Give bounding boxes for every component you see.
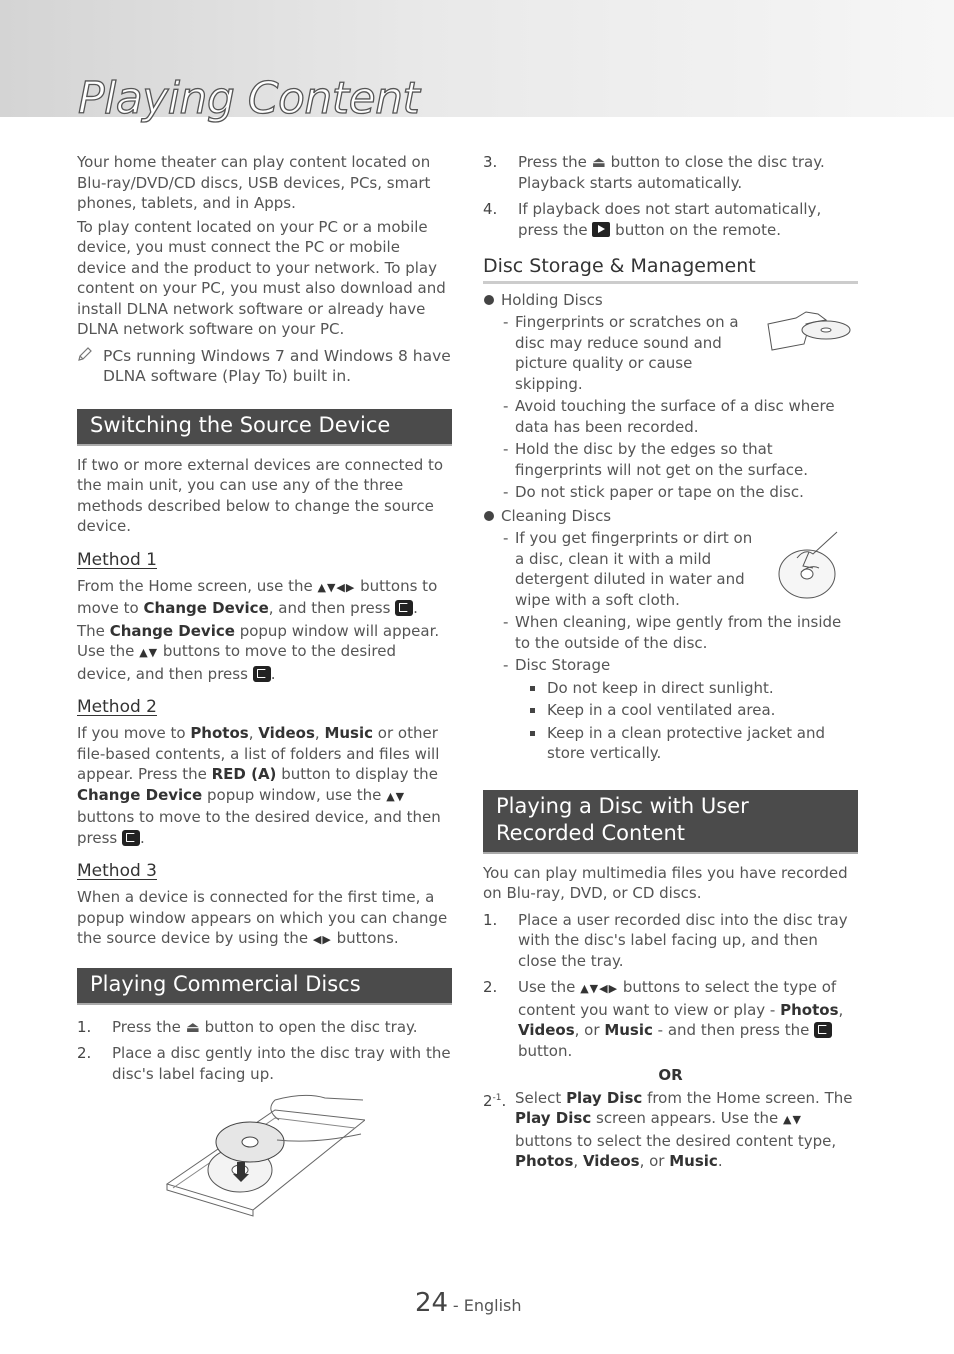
- section-heading-storage: Disc Storage & Management: [483, 256, 858, 284]
- up-down-arrows-icon: ▲▼: [783, 1113, 802, 1126]
- switching-intro: If two or more external devices are connected to the main unit, you can use any of the three methods described below to change the source device.: [77, 455, 444, 535]
- section-heading-recorded: Playing a Disc with User Recorded Content: [483, 790, 858, 854]
- bullet-square: [530, 686, 535, 691]
- left-column: [77, 150, 452, 1223]
- method-1-text-2: The Change Device popup window will appear. Use the ▲▼ buttons to move to the desired device, and then press .: [77, 621, 440, 683]
- bullet-dot: [484, 295, 494, 305]
- eject-icon: ⏏: [591, 153, 606, 171]
- page-footer: [415, 1288, 522, 1318]
- note: [77, 346, 452, 387]
- play-button-icon: [592, 222, 610, 237]
- bullet-square: [530, 731, 535, 736]
- list-item: - Do not stick paper or tape on the disc.: [503, 483, 804, 501]
- recorded-step-2-1: $2^{-1}$. Select Play Disc from the Home screen. The Play Disc screen appears. Use the ▲▼ buttons to select the desired content type, Photos, Videos, or Music.: [483, 1088, 853, 1170]
- commercial-step-4: 4. If playback does not start automatically, press the button on the remote.: [483, 200, 822, 239]
- or-separator: OR: [658, 1066, 683, 1084]
- enter-button-icon: [122, 830, 140, 846]
- disc-tray-illustration: [165, 1092, 452, 1223]
- list-item: - When cleaning, wipe gently from the inside to the outside of the disc.: [503, 613, 842, 652]
- sub-list-item: Keep in a clean protective jacket and store vertically.: [530, 723, 858, 764]
- intro-paragraph: Your home theater can play content located on Blu-ray/DVD/CD discs, USB devices, PCs, smart phones, tablets, and in Apps.: [77, 153, 431, 212]
- method-2-title: Method 2: [77, 697, 157, 717]
- list-item: - Disc Storage: [503, 656, 611, 674]
- left-right-arrows-icon: ◀▶: [312, 933, 332, 946]
- section-heading-switching: Switching the Source Device: [77, 409, 452, 446]
- recorded-step-2: 2. Use the ▲▼◀▶ buttons to select the type of content you want to view or play - Photos, Videos, or Music - and then press the button.: [483, 978, 844, 1060]
- list-item: - Fingerprints or scratches on a disc may reduce sound and picture quality or cause skipping.: [503, 313, 739, 393]
- enter-button-icon: [395, 600, 413, 616]
- enter-button-icon: [814, 1022, 832, 1038]
- bullet-holding-discs: Holding Discs: [483, 290, 858, 311]
- wiping-disc-illustration: [777, 528, 843, 608]
- method-2-text: If you move to Photos, Videos, Music or other file-based contents, a list of folders and files will appear. Press the RED (A) button to display the Change Device popup window, use the ▲▼ buttons to move to the desired device, and then press .: [77, 724, 441, 847]
- method-1-text: From the Home screen, use the ▲▼◀▶ buttons to move to Change Device, and then press .: [77, 576, 438, 617]
- list-item: - Hold the disc by the edges so that fingerprints will not get on the surface.: [503, 440, 809, 479]
- commercial-step-1: 1. Press the ⏏ button to open the disc tray.: [77, 1017, 418, 1036]
- recorded-step-1: 1. Place a user recorded disc into the disc tray with the disc's label facing up, and then close the tray.: [483, 910, 848, 970]
- hand-holding-disc-illustration: [766, 310, 852, 360]
- sub-list-item: Keep in a cool ventilated area.: [530, 700, 858, 721]
- recorded-intro: You can play multimedia files you have recorded on Blu-ray, DVD, or CD discs.: [483, 863, 848, 902]
- up-down-arrows-icon: ▲▼: [386, 789, 406, 803]
- language-label: - English: [452, 1296, 522, 1315]
- bullet-cleaning-discs: Cleaning Discs: [483, 506, 858, 527]
- method-3-title: Method 3: [77, 861, 157, 881]
- method-1-title: Method 1: [77, 549, 157, 570]
- right-column: [483, 150, 858, 1178]
- sub-list-item: Do not keep in direct sunlight.: [530, 678, 858, 699]
- intro-paragraph: To play content located on your PC or a mobile device, you must connect the PC or mobile device and the product to your network. To play content on your PC, you must also download and install DLNA network software or already have DLNA network software on your PC.: [77, 217, 446, 338]
- commercial-step-2: 2. Place a disc gently into the disc tray with the disc's label facing up.: [77, 1044, 451, 1083]
- commercial-step-3: 3. Press the ⏏ button to close the disc tray. Playback starts automatically.: [483, 153, 825, 192]
- section-heading-commercial: Playing Commercial Discs: [77, 968, 452, 1005]
- up-down-arrows-icon: ▲▼: [139, 646, 159, 659]
- method-3-text: When a device is connected for the first time, a popup window appears on which you can change the source device by using the ◀▶ buttons.: [77, 888, 448, 947]
- page-number: 24: [415, 1288, 449, 1318]
- enter-button-icon: [253, 666, 271, 682]
- list-item: - Avoid touching the surface of a disc where data has been recorded.: [503, 397, 835, 436]
- eject-icon: ⏏: [185, 1017, 200, 1036]
- pencil-note-icon: [77, 346, 95, 387]
- arrow-keys-icon: ▲▼◀▶: [317, 580, 356, 594]
- page-title: Playing Content: [78, 73, 420, 124]
- bullet-square: [530, 708, 535, 713]
- note-text: PCs running Windows 7 and Windows 8 have DLNA software (Play To) built in.: [103, 346, 451, 385]
- list-item: - If you get fingerprints or dirt on a disc, clean it with a mild detergent diluted in water and wipe with a soft cloth.: [503, 529, 753, 609]
- arrow-keys-icon: ▲▼◀▶: [580, 982, 619, 995]
- bullet-dot: [484, 511, 494, 521]
